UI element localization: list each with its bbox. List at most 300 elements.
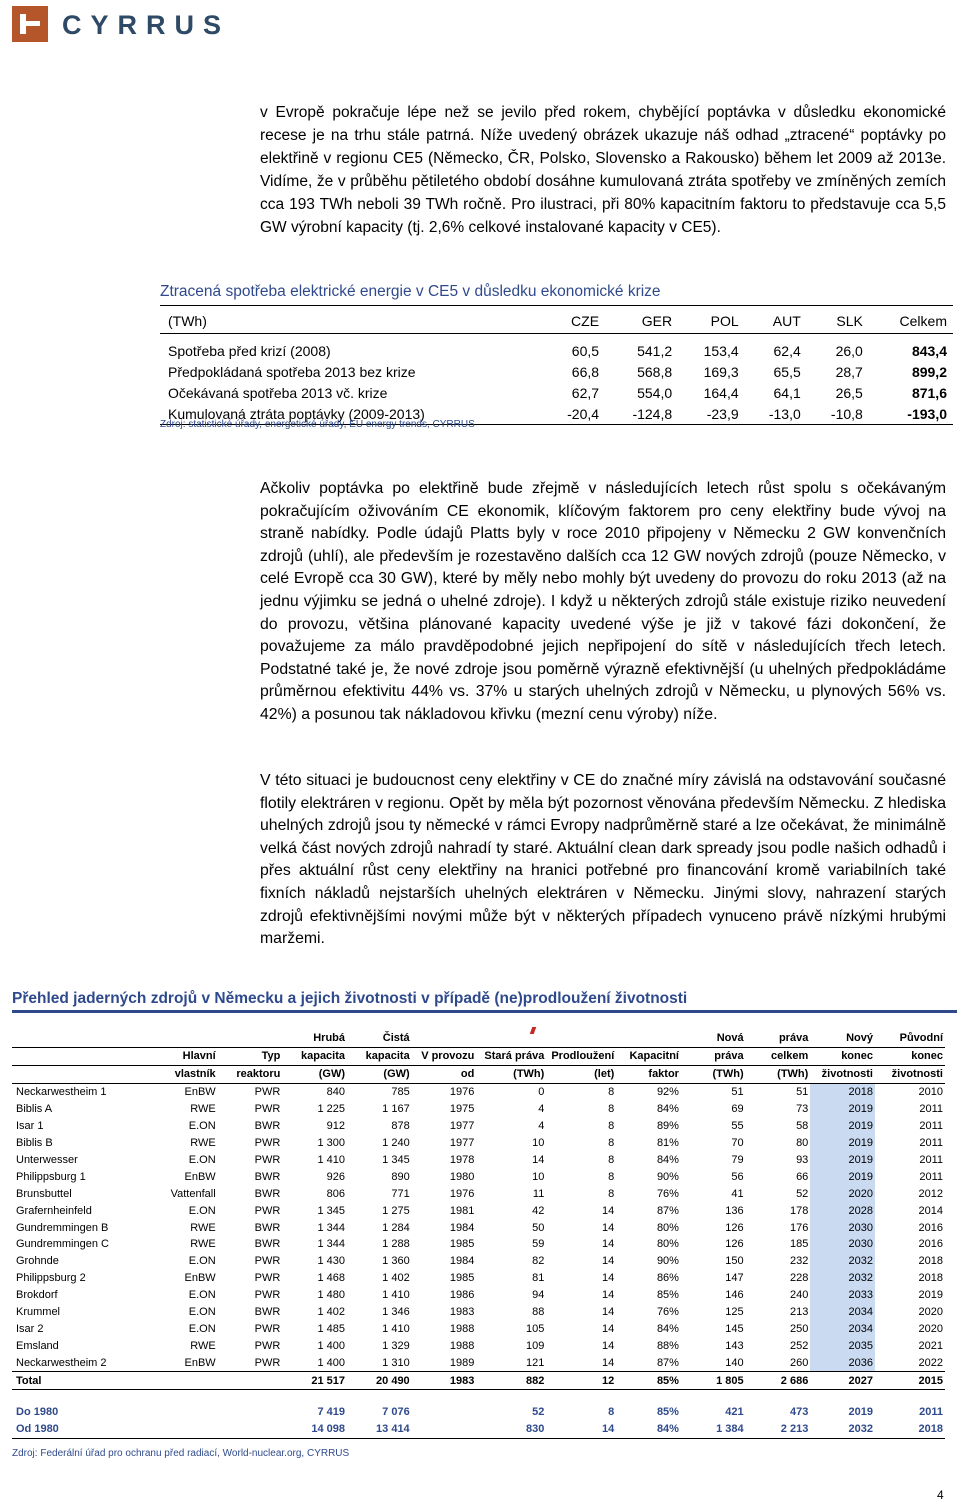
nuclear-cell: 87% (656, 1356, 679, 1369)
nuclear-cell: 84% (616, 1421, 681, 1438)
nuclear-cell (148, 1372, 218, 1390)
nuclear-cell: 1 345 (317, 1204, 346, 1217)
nuclear-cell: RWE (190, 1137, 216, 1150)
nuclear-cell: 86% (656, 1272, 679, 1285)
nuclear-cell: 147 (725, 1272, 744, 1285)
nuclear-header-cell: kapacita (365, 1050, 410, 1062)
nuclear-header-cell (476, 1030, 546, 1048)
energy-cell: 541,2 (637, 342, 673, 359)
nuclear-cell: 250 (789, 1322, 809, 1335)
nuclear-cell: 2019 (848, 1406, 873, 1419)
nuclear-cell: EnBW (184, 1170, 216, 1183)
energy-cell: 554,0 (637, 384, 673, 401)
nuclear-cell: Gundremmingen B (16, 1221, 109, 1234)
nuclear-cell: 94 (532, 1289, 545, 1302)
nuclear-cell: 10 (532, 1137, 545, 1150)
nuclear-cell: 2034 (810, 1304, 875, 1321)
nuclear-cell: 52 (532, 1406, 545, 1419)
nuclear-cell: 14 (602, 1322, 615, 1335)
energy-table-title: Ztracená spotřeba elektrické energie v CE5 v důsledku ekonomické krize (160, 283, 661, 300)
nuclear-header-cell: (TWh) (712, 1068, 744, 1080)
nuclear-header-cell (546, 1030, 616, 1048)
energy-cell: -20,4 (567, 405, 600, 422)
nuclear-cell: 8 (608, 1103, 615, 1116)
nuclear-cell: 1 240 (382, 1137, 410, 1150)
nuclear-cell: 1 284 (382, 1221, 410, 1234)
nuclear-cell: E.ON (188, 1255, 216, 1268)
nuclear-cell: 232 (789, 1255, 809, 1268)
nuclear-cell: 1 400 (317, 1356, 346, 1369)
nuclear-cell: 2019 (810, 1135, 875, 1152)
nuclear-cell: 2011 (919, 1103, 943, 1116)
nuclear-cell: 1 402 (317, 1306, 346, 1319)
nuclear-cell: 140 (725, 1356, 744, 1369)
energy-cell: 26,5 (835, 384, 863, 401)
nuclear-cell: 1977 (449, 1120, 475, 1133)
nuclear-cell: 4 (538, 1120, 545, 1133)
nuclear-cell: 1980 (449, 1170, 475, 1183)
energy-row (160, 340, 953, 361)
energy-header-cell: GER (641, 313, 673, 329)
nuclear-cell: E.ON (188, 1120, 216, 1133)
nuclear-cell: 1 430 (317, 1255, 346, 1268)
nuclear-cell: Isar 2 (16, 1322, 44, 1335)
nuclear-cell: Grafernheinfeld (16, 1204, 92, 1217)
energy-cell: Kumulovaná ztráta poptávky (2009-2013) (168, 405, 425, 422)
nuclear-cell: E.ON (188, 1154, 216, 1166)
nuclear-cell: PWR (254, 1103, 281, 1116)
nuclear-cell: 80% (656, 1221, 679, 1234)
energy-header-row (160, 309, 953, 334)
nuclear-cell: 178 (789, 1204, 809, 1217)
energy-cell: -193,0 (907, 405, 947, 422)
nuclear-cell: Unterwesser (16, 1154, 78, 1166)
nuclear-cell: 1976 (449, 1187, 475, 1200)
page-number: 4 (937, 1488, 944, 1502)
nuclear-header-cell: Nový (846, 1032, 873, 1044)
nuclear-cell: 8 (608, 1187, 615, 1200)
nuclear-cell: 1 344 (317, 1238, 346, 1251)
nuclear-cell: 1 360 (382, 1255, 410, 1268)
nuclear-cell: 14 (602, 1306, 615, 1319)
nuclear-cell: 2020 (918, 1322, 943, 1335)
nuclear-cell: 8 (608, 1137, 615, 1150)
nuclear-cell: 150 (725, 1255, 744, 1268)
nuclear-cell: 785 (391, 1086, 410, 1099)
nuclear-cell: 66 (796, 1170, 809, 1183)
energy-table (160, 309, 953, 425)
nuclear-row (12, 1270, 945, 1287)
nuclear-cell: 80 (796, 1137, 809, 1150)
nuclear-cell: 52 (796, 1187, 809, 1200)
nuclear-cell: 12 (546, 1372, 616, 1390)
nuclear-cell: 2014 (918, 1204, 943, 1217)
nuclear-cell: 79 (731, 1154, 744, 1166)
nuclear-cell: 213 (789, 1306, 809, 1319)
energy-header-cell: (TWh) (168, 313, 207, 329)
nuclear-cell: 14 (602, 1356, 615, 1369)
nuclear-cell: 8 (608, 1170, 615, 1183)
nuclear-cell: 1 167 (382, 1103, 410, 1116)
nuclear-header-cell: Původní (899, 1032, 943, 1044)
nuclear-cell: 2027 (810, 1372, 875, 1390)
nuclear-cell: 136 (725, 1204, 744, 1217)
nuclear-cell: 59 (532, 1238, 545, 1251)
nuclear-cell: PWR (254, 1289, 281, 1302)
nuclear-header-cell: V provozu (421, 1050, 475, 1062)
nuclear-header-cell: práva (778, 1032, 809, 1044)
nuclear-header-row (12, 1066, 945, 1084)
nuclear-cell: 8 (608, 1086, 615, 1099)
nuclear-cell: 2 213 (746, 1421, 811, 1438)
nuclear-cell: 1 225 (317, 1103, 346, 1116)
nuclear-cell: 146 (725, 1289, 744, 1302)
nuclear-cell: 1984 (449, 1221, 475, 1234)
nuclear-row (12, 1135, 945, 1152)
nuclear-cell: 2011 (919, 1154, 943, 1166)
nuclear-cell (218, 1421, 283, 1438)
nuclear-cell: 2032 (810, 1421, 875, 1438)
nuclear-cell: 2011 (919, 1406, 943, 1419)
nuclear-row (12, 1152, 945, 1169)
nuclear-cell: 806 (326, 1187, 346, 1200)
nuclear-cell: 2032 (810, 1270, 875, 1287)
nuclear-cell: 1978 (449, 1154, 475, 1166)
nuclear-cell: PWR (254, 1272, 281, 1285)
nuclear-cell: 1 410 (317, 1154, 346, 1166)
nuclear-cell: 0 (538, 1086, 545, 1099)
nuclear-header-cell: reaktoru (236, 1068, 281, 1080)
nuclear-spacer-row (12, 1390, 945, 1405)
nuclear-cell: 1988 (449, 1322, 475, 1335)
nuclear-cell: Krummel (16, 1306, 61, 1319)
nuclear-cell: PWR (254, 1154, 281, 1166)
energy-cell: 62,7 (571, 384, 600, 401)
nuclear-cell: 51 (796, 1086, 809, 1099)
nuclear-cell: Od 1980 (12, 1421, 148, 1438)
energy-cell: 64,1 (773, 384, 801, 401)
nuclear-cell: BWR (254, 1238, 281, 1251)
nuclear-cell: 42 (532, 1204, 545, 1217)
energy-cell: Spotřeba před krizí (2008) (168, 342, 331, 359)
nuclear-cell: 1985 (449, 1272, 475, 1285)
nuclear-cell: 2018 (810, 1084, 875, 1101)
nuclear-header-cell: vlastník (174, 1068, 216, 1080)
nuclear-cell: PWR (254, 1255, 281, 1268)
nuclear-cell: 2035 (810, 1337, 875, 1354)
nuclear-cell: 2 686 (746, 1372, 811, 1390)
nuclear-cell: 1 400 (317, 1339, 346, 1352)
nuclear-cell: 14 (602, 1204, 615, 1217)
nuclear-cell: 771 (391, 1187, 410, 1200)
nuclear-cell: 1977 (449, 1137, 475, 1150)
energy-header-cell: Celkem (899, 313, 947, 329)
nuclear-header-cell (218, 1030, 283, 1048)
nuclear-cell: E.ON (188, 1204, 216, 1217)
nuclear-header-cell: konec (911, 1050, 943, 1062)
nuclear-cell: 14 (602, 1255, 615, 1268)
nuclear-cell: 2010 (918, 1086, 943, 1099)
nuclear-cell: 51 (731, 1086, 744, 1099)
nuclear-cell: 69 (731, 1103, 744, 1116)
nuclear-cell: Isar 1 (16, 1120, 44, 1133)
energy-header-cell: CZE (571, 313, 600, 329)
nuclear-cell: PWR (254, 1137, 281, 1150)
nuclear-cell: 7 419 (317, 1406, 346, 1419)
nuclear-cell: 21 517 (282, 1372, 347, 1390)
nuclear-cell: Biblis B (16, 1137, 53, 1150)
nuclear-cell: 145 (725, 1322, 744, 1335)
nuclear-cell: 1976 (449, 1086, 475, 1099)
nuclear-cell: 88 (532, 1306, 545, 1319)
nuclear-cell: 2034 (810, 1320, 875, 1337)
nuclear-cell: 1 329 (382, 1339, 410, 1352)
nuclear-header-cell: (GW) (383, 1068, 410, 1080)
nuclear-cell: Biblis A (16, 1103, 53, 1116)
nuclear-cell: 1 345 (382, 1154, 410, 1166)
nuclear-table-title: Přehled jaderných zdrojů v Německu a jejich životnosti v případě (ne)prodloužení životnosti (12, 990, 688, 1007)
nuclear-cell: 80% (656, 1238, 679, 1251)
nuclear-cell: 890 (391, 1170, 410, 1183)
nuclear-row (12, 1304, 945, 1321)
nuclear-cell: 260 (789, 1356, 809, 1369)
nuclear-header-cell: Hrubá (313, 1032, 346, 1044)
nuclear-cell: 109 (525, 1339, 545, 1352)
nuclear-cell: 1 480 (317, 1289, 346, 1302)
nuclear-cell: 76% (656, 1306, 679, 1319)
nuclear-cell: RWE (190, 1339, 216, 1352)
nuclear-cell: EnBW (184, 1272, 216, 1285)
nuclear-cell: 2016 (918, 1221, 943, 1234)
nuclear-cell: 2019 (918, 1289, 943, 1302)
energy-table-body (160, 334, 953, 425)
nuclear-cell: 93 (796, 1154, 809, 1166)
nuclear-total-row (12, 1372, 945, 1390)
nuclear-cell: PWR (254, 1204, 281, 1217)
nuclear-cell: PWR (254, 1339, 281, 1352)
nuclear-cell: 830 (476, 1421, 546, 1438)
nuclear-row (12, 1337, 945, 1354)
energy-row (160, 382, 953, 403)
nuclear-row (12, 1320, 945, 1337)
nuclear-cell: Brokdorf (16, 1289, 58, 1302)
nuclear-cell: 14 098 (282, 1421, 347, 1438)
nuclear-cell: RWE (190, 1221, 216, 1234)
nuclear-cell: 1 310 (382, 1356, 410, 1369)
nuclear-cell: 55 (731, 1120, 744, 1133)
nuclear-cell: 4 (538, 1103, 545, 1116)
energy-cell: 62,4 (773, 342, 801, 359)
nuclear-header-cell: Kapacitní (629, 1050, 679, 1062)
nuclear-header-cell: Čistá (382, 1032, 410, 1044)
nuclear-cell: RWE (190, 1103, 216, 1116)
nuclear-cell: PWR (254, 1086, 281, 1099)
nuclear-cell: 14 (532, 1154, 545, 1166)
nuclear-cell: 126 (725, 1221, 744, 1234)
nuclear-header-cell: celkem (771, 1050, 809, 1062)
energy-cell: -13,0 (768, 405, 801, 422)
energy-row (160, 361, 953, 382)
nuclear-cell: 2018 (918, 1255, 943, 1268)
nuclear-cell: 92% (656, 1086, 679, 1099)
nuclear-cell: 1986 (449, 1289, 475, 1302)
nuclear-header-cell (616, 1030, 681, 1048)
nuclear-row (12, 1202, 945, 1219)
nuclear-cell: Brunsbuttel (16, 1187, 72, 1200)
energy-cell: 169,3 (703, 363, 739, 380)
logo-text: CYRRUS (62, 10, 231, 40)
nuclear-header-cell: životnosti (891, 1068, 943, 1080)
nuclear-cell: 41 (731, 1187, 744, 1200)
nuclear-cell: 58 (796, 1120, 809, 1133)
nuclear-cell: 7 076 (382, 1406, 410, 1419)
nuclear-cell: 85% (656, 1289, 679, 1302)
nuclear-header-cell: Typ (261, 1050, 281, 1062)
nuclear-cell: 421 (725, 1406, 744, 1419)
nuclear-row (12, 1219, 945, 1236)
nuclear-cell: 85% (656, 1406, 679, 1419)
nuclear-cell (412, 1404, 477, 1421)
energy-table-source: Zdroj: statistické úřady, energetické úřady, EU energy trends, CYRRUS (160, 419, 475, 430)
nuclear-cell (148, 1404, 218, 1421)
energy-header-cell: POL (710, 313, 739, 329)
energy-cell: 65,5 (773, 363, 801, 380)
nuclear-cell: Vattenfall (170, 1187, 216, 1200)
nuclear-cell: 1 410 (382, 1289, 410, 1302)
nuclear-header-cell: faktor (648, 1068, 679, 1080)
nuclear-cell: 14 (546, 1421, 616, 1438)
nuclear-cell: EnBW (184, 1086, 216, 1099)
nuclear-cell: BWR (254, 1221, 281, 1234)
nuclear-cell: Total (12, 1372, 148, 1390)
nuclear-cell: 121 (525, 1356, 545, 1369)
nuclear-cell: BWR (254, 1187, 281, 1200)
nuclear-cell: 2022 (918, 1356, 943, 1369)
energy-cell: 871,6 (911, 384, 947, 401)
nuclear-cell: 2011 (919, 1137, 943, 1150)
nuclear-title-rule (12, 1010, 957, 1013)
nuclear-cell (218, 1404, 283, 1421)
nuclear-header-cell: kapacita (300, 1050, 346, 1062)
nuclear-row (12, 1168, 945, 1185)
nuclear-header-cell: Nová (716, 1032, 744, 1044)
nuclear-cell: Philippsburg 1 (16, 1170, 86, 1183)
nuclear-header-cell (12, 1048, 148, 1066)
nuclear-cell: 105 (525, 1322, 545, 1335)
nuclear-cell: BWR (254, 1120, 281, 1133)
nuclear-cell: 2018 (875, 1421, 945, 1438)
nuclear-cell: 14 (602, 1289, 615, 1302)
intro-paragraph: v Evropě pokračuje lépe než se jevilo před rokem, chybějící poptávka v důsledku ekonomické recese je na trhu stále patrná. Níže uvedený obrázek ukazuje náš odhad „ztracené“ poptávky po elektřině v regionu CE5 (Německo, ČR, Polsko, Slovensko a Rakousko) během let 2009 až 2013e. Vidíme, že v průběhu pětiletého období dosáhne kumulovaná ztráta spotřeby ve zmíněných zemích cca 193 TWh neboli 39 TWh ročně. Pro ilustraci, při 80% kapacitním faktoru to představuje cca 5,5 GW výrobní kapacity (tj. 2,6% celkové instalované kapacity v CE5). (260, 104, 946, 236)
nuclear-summary-row (12, 1404, 945, 1421)
nuclear-cell: 252 (789, 1339, 809, 1352)
nuclear-cell: 125 (725, 1306, 744, 1319)
nuclear-cell: 840 (326, 1086, 346, 1099)
nuclear-cell: 81% (656, 1137, 679, 1150)
energy-cell: -23,9 (706, 405, 739, 422)
nuclear-cell (148, 1421, 218, 1438)
nuclear-cell: 88% (656, 1339, 679, 1352)
nuclear-cell: 2019 (810, 1101, 875, 1118)
nuclear-cell: 76% (656, 1187, 679, 1200)
nuclear-header-cell (12, 1030, 148, 1048)
nuclear-header-row (12, 1030, 945, 1048)
nuclear-cell: Do 1980 (16, 1406, 59, 1419)
nuclear-cell: 2028 (810, 1202, 875, 1219)
energy-cell: 26,0 (835, 342, 863, 359)
nuclear-cell: 84% (656, 1154, 679, 1166)
nuclear-header-cell: Prodloužení (551, 1050, 615, 1062)
nuclear-cell: E.ON (188, 1322, 216, 1335)
nuclear-cell: RWE (190, 1238, 216, 1251)
energy-header-cell: AUT (772, 313, 801, 329)
energy-title-rule (160, 305, 953, 306)
nuclear-cell: 2012 (918, 1187, 943, 1200)
nuclear-cell: 81 (532, 1272, 545, 1285)
energy-cell: Očekávaná spotřeba 2013 vč. krize (168, 384, 388, 401)
nuclear-cell: 1 346 (382, 1306, 410, 1319)
nuclear-cell: 2011 (919, 1170, 943, 1183)
nuclear-cell: 176 (789, 1221, 809, 1234)
nuclear-cell: 1983 (412, 1372, 477, 1390)
nuclear-cell: 2020 (918, 1306, 943, 1319)
nuclear-cell: 2018 (918, 1272, 943, 1285)
energy-cell: -124,8 (632, 405, 673, 422)
nuclear-cell: BWR (254, 1170, 281, 1183)
nuclear-header-cell: (GW) (318, 1068, 346, 1080)
nuclear-cell: E.ON (188, 1306, 216, 1319)
nuclear-header-cell: (TWh) (513, 1068, 545, 1080)
nuclear-row (12, 1118, 945, 1135)
nuclear-cell (218, 1372, 283, 1390)
nuclear-cell: 84% (656, 1322, 679, 1335)
nuclear-header-cell (12, 1066, 148, 1084)
nuclear-header-cell: konec (841, 1050, 873, 1062)
nuclear-cell: 2030 (810, 1219, 875, 1236)
nuclear-header-row (12, 1048, 945, 1066)
nuclear-cell: 14 (602, 1238, 615, 1251)
nuclear-cell: 73 (796, 1103, 809, 1116)
nuclear-cell: 143 (725, 1339, 744, 1352)
nuclear-cell: 56 (731, 1170, 744, 1183)
nuclear-row (12, 1101, 945, 1118)
nuclear-cell: 14 (602, 1339, 615, 1352)
nuclear-cell: PWR (254, 1322, 281, 1335)
nuclear-cell: 882 (476, 1372, 546, 1390)
nuclear-cell: BWR (254, 1306, 281, 1319)
nuclear-cell: 1 300 (317, 1137, 346, 1150)
nuclear-cell: 1 275 (382, 1204, 410, 1217)
nuclear-cell: 926 (326, 1170, 346, 1183)
nuclear-cell: 90% (656, 1170, 679, 1183)
nuclear-cell: 2011 (919, 1120, 943, 1133)
nuclear-cell: 1981 (449, 1204, 475, 1217)
energy-header-cell: SLK (836, 313, 863, 329)
nuclear-cell: 126 (725, 1238, 744, 1251)
energy-cell: Předpokládaná spotřeba 2013 bez krize (168, 363, 416, 380)
paragraph-fleet: V této situaci je budoucnost ceny elektřiny v CE do značné míry závislá na odstavování současné flotily elektráren v regionu. Opět by měla být pozornost věnována především Německu. Z hlediska uhelných zdrojů jsou ty německé v rámci Evropy nadprůměrně staré a lze očekávat, že minimálně velká část nových zdrojů nahradí ty staré. Aktuální clean dark spready jsou podle našich odhadů i přes aktuální růst ceny elektřiny na hranici potřebné pro financování kromě variabilních také fixních nákladů nejstarších uhelných elektráren v Německu. Jinými slovy, nahrazení starých zdrojů efektivnějšími novými může být v některých případech vynuceno právě nízkými hrubými maržemi. (260, 772, 946, 948)
nuclear-row (12, 1084, 945, 1101)
nuclear-header-cell: životnosti (821, 1068, 873, 1080)
nuclear-header-cell: Stará práva (484, 1050, 545, 1062)
nuclear-cell: EnBW (184, 1356, 216, 1369)
energy-cell: 568,8 (637, 363, 673, 380)
energy-cell: 66,8 (571, 363, 600, 380)
nuclear-table-source: Zdroj: Federální úřad pro ochranu před radiací, World-nuclear.org, CYRRUS (12, 1448, 350, 1459)
nuclear-header-cell (148, 1030, 218, 1048)
nuclear-cell: 90% (656, 1255, 679, 1268)
nuclear-cell: 14 (602, 1272, 615, 1285)
